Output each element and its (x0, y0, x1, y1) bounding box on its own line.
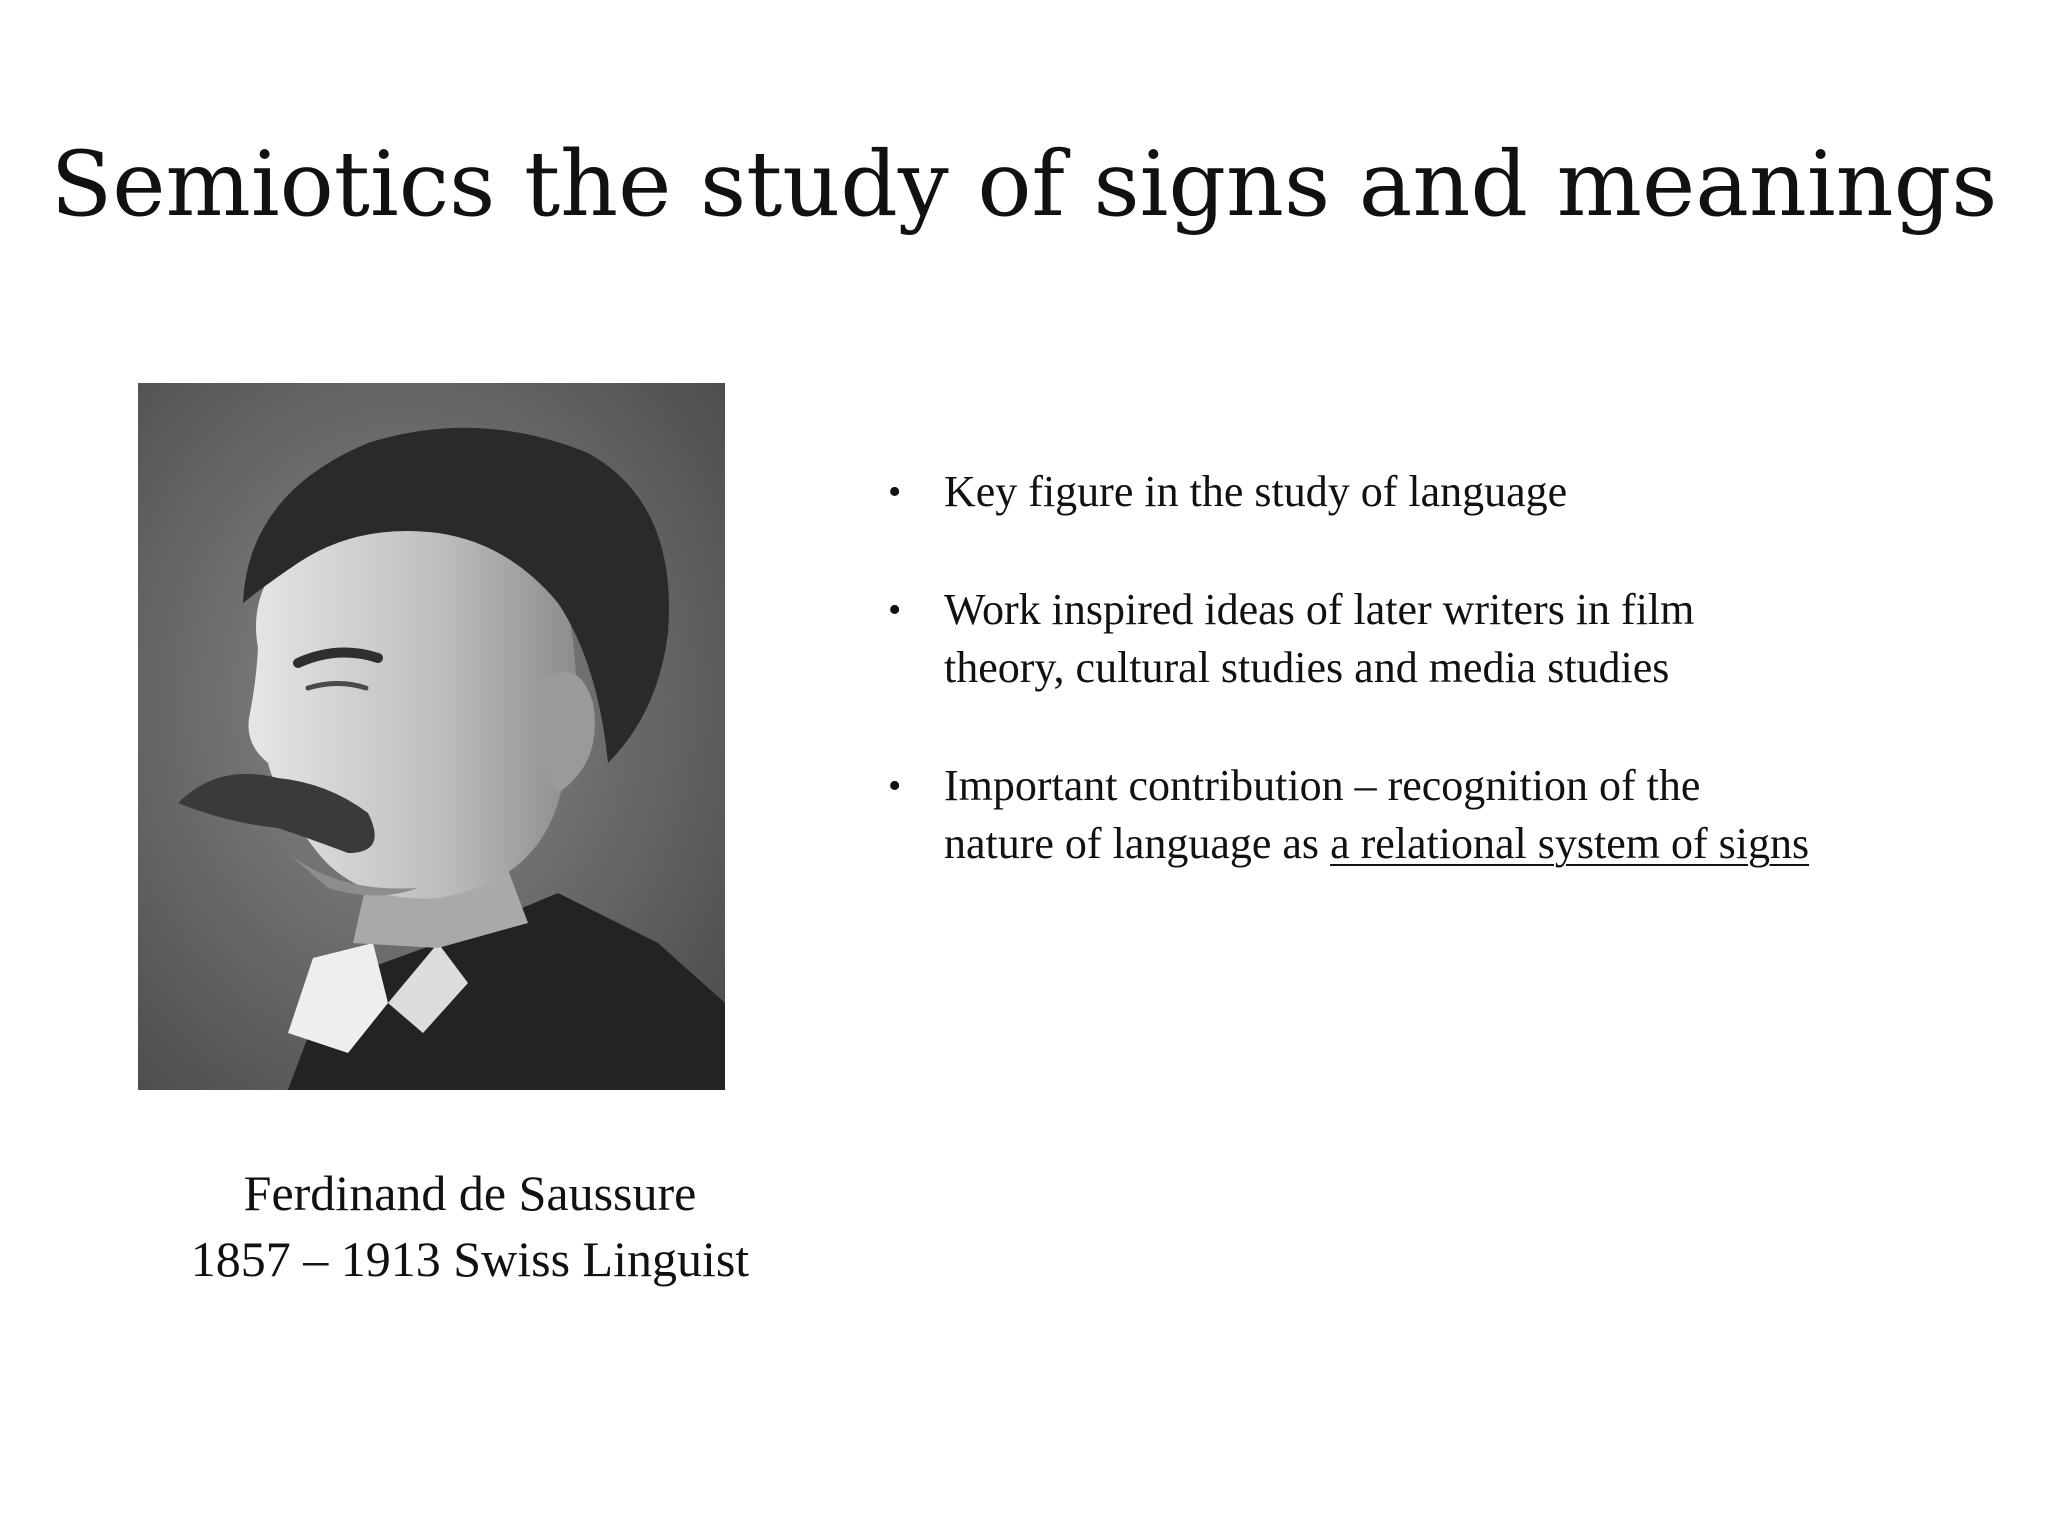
bullet-icon: • (888, 471, 902, 513)
bullet-text-prefix: nature of language as (944, 819, 1331, 868)
portrait-svg (138, 383, 725, 1090)
slide-title: Semiotics the study of signs and meanings (50, 132, 1998, 237)
bullet-item (888, 757, 1998, 873)
portrait-photo-icon (138, 383, 725, 1090)
underlined-emphasis: a relational system of signs (1330, 819, 1810, 868)
bullet-text: Important contribution – recognition of the (944, 761, 1701, 810)
portrait-caption (110, 1160, 830, 1292)
bullet-item (888, 581, 1998, 697)
caption-name: Ferdinand de Saussure (243, 1165, 697, 1221)
bullet-icon: • (888, 765, 902, 807)
bullet-icon: • (888, 589, 902, 631)
caption-dates: 1857 – 1913 Swiss Linguist (190, 1231, 750, 1287)
bullet-text: Work inspired ideas of later writers in film (944, 585, 1695, 634)
bullet-text-line (944, 815, 1998, 873)
bullet-text: theory, cultural studies and media studies (944, 643, 1670, 692)
bullet-list (888, 463, 1998, 933)
bullet-text: Key figure in the study of language (944, 467, 1568, 516)
bullet-item (888, 463, 1998, 521)
